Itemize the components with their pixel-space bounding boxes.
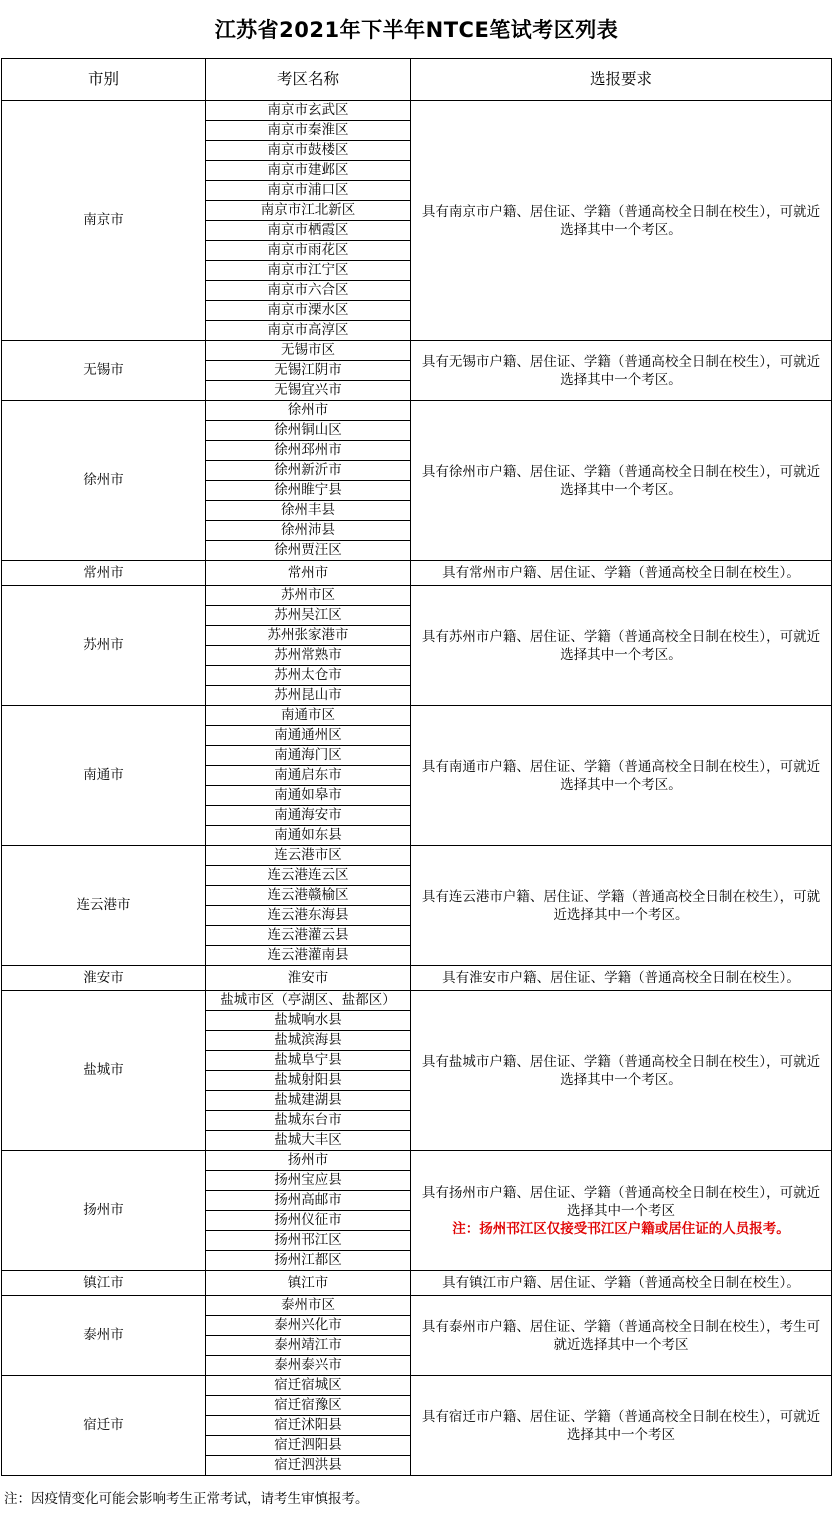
district-cell: 盐城大丰区 bbox=[206, 1131, 411, 1151]
district-cell: 苏州吴江区 bbox=[206, 606, 411, 626]
requirement-cell bbox=[411, 1376, 832, 1476]
exam-district-table bbox=[1, 58, 832, 1476]
district-cell: 淮安市 bbox=[206, 966, 411, 991]
requirement-text: 具有镇江市户籍、居住证、学籍（普通高校全日制在校生）。 bbox=[442, 1274, 800, 1291]
district-cell: 南通海门区 bbox=[206, 746, 411, 766]
district-cell: 苏州市区 bbox=[206, 586, 411, 606]
requirement-text: 具有南通市户籍、居住证、学籍（普通高校全日制在校生），可就近选择其中一个考区。 bbox=[421, 758, 821, 793]
district-cell: 宿迁泗洪县 bbox=[206, 1456, 411, 1476]
city-cell: 扬州市 bbox=[2, 1151, 206, 1271]
requirement-text: 具有连云港市户籍、居住证、学籍（普通高校全日制在校生），可就近选择其中一个考区。 bbox=[421, 888, 821, 923]
district-cell: 扬州市 bbox=[206, 1151, 411, 1171]
district-cell: 盐城市区（亭湖区、盐都区） bbox=[206, 991, 411, 1011]
requirement-text: 具有扬州市户籍、居住证、学籍（普通高校全日制在校生），可就近选择其中一个考区 bbox=[421, 1184, 821, 1219]
district-cell: 盐城阜宁县 bbox=[206, 1051, 411, 1071]
table-row bbox=[2, 1376, 832, 1396]
table-row bbox=[2, 966, 832, 991]
district-cell: 南京市溧水区 bbox=[206, 301, 411, 321]
district-cell: 南通启东市 bbox=[206, 766, 411, 786]
requirement-text: 具有盐城市户籍、居住证、学籍（普通高校全日制在校生），可就近选择其中一个考区。 bbox=[421, 1053, 821, 1088]
district-cell: 南京市玄武区 bbox=[206, 101, 411, 121]
district-cell: 徐州睢宁县 bbox=[206, 481, 411, 501]
table-row bbox=[2, 1296, 832, 1316]
table-row bbox=[2, 1151, 832, 1171]
district-cell: 南京市高淳区 bbox=[206, 321, 411, 341]
district-cell: 宿迁泗阳县 bbox=[206, 1436, 411, 1456]
district-cell: 徐州丰县 bbox=[206, 501, 411, 521]
city-cell: 泰州市 bbox=[2, 1296, 206, 1376]
district-cell: 南京市江宁区 bbox=[206, 261, 411, 281]
requirement-text: 具有常州市户籍、居住证、学籍（普通高校全日制在校生）。 bbox=[442, 564, 800, 581]
city-cell: 南京市 bbox=[2, 101, 206, 341]
district-cell: 盐城建湖县 bbox=[206, 1091, 411, 1111]
city-cell: 淮安市 bbox=[2, 966, 206, 991]
city-cell: 常州市 bbox=[2, 561, 206, 586]
district-cell: 泰州市区 bbox=[206, 1296, 411, 1316]
district-cell: 徐州邳州市 bbox=[206, 441, 411, 461]
district-cell: 连云港东海县 bbox=[206, 906, 411, 926]
city-cell: 南通市 bbox=[2, 706, 206, 846]
requirement-cell bbox=[411, 561, 832, 586]
district-cell: 连云港灌南县 bbox=[206, 946, 411, 966]
requirement-note: 注：扬州邗江区仅接受邗江区户籍或居住证的人员报考。 bbox=[452, 1220, 790, 1237]
district-cell: 泰州靖江市 bbox=[206, 1336, 411, 1356]
district-cell: 宿迁宿豫区 bbox=[206, 1396, 411, 1416]
requirement-cell bbox=[411, 1271, 832, 1296]
city-cell: 盐城市 bbox=[2, 991, 206, 1151]
district-cell: 苏州昆山市 bbox=[206, 686, 411, 706]
district-cell: 南通通州区 bbox=[206, 726, 411, 746]
table-row bbox=[2, 586, 832, 606]
district-cell: 盐城射阳县 bbox=[206, 1071, 411, 1091]
district-cell: 南京市六合区 bbox=[206, 281, 411, 301]
district-cell: 扬州高邮市 bbox=[206, 1191, 411, 1211]
requirement-text: 具有南京市户籍、居住证、学籍（普通高校全日制在校生），可就近选择其中一个考区。 bbox=[421, 203, 821, 238]
requirement-cell bbox=[411, 101, 832, 341]
requirement-text: 具有苏州市户籍、居住证、学籍（普通高校全日制在校生），可就近选择其中一个考区。 bbox=[421, 628, 821, 663]
district-cell: 泰州兴化市 bbox=[206, 1316, 411, 1336]
district-cell: 徐州市 bbox=[206, 401, 411, 421]
district-cell: 常州市 bbox=[206, 561, 411, 586]
district-cell: 南京市鼓楼区 bbox=[206, 141, 411, 161]
requirement-cell bbox=[411, 706, 832, 846]
table-row bbox=[2, 101, 832, 121]
table-row bbox=[2, 846, 832, 866]
requirement-cell bbox=[411, 1151, 832, 1271]
requirement-cell bbox=[411, 401, 832, 561]
district-cell: 扬州仪征市 bbox=[206, 1211, 411, 1231]
footnote: 注：因疫情变化可能会影响考生正常考试，请考生审慎报考。 bbox=[4, 1491, 369, 1507]
district-cell: 南京市秦淮区 bbox=[206, 121, 411, 141]
district-cell: 连云港连云区 bbox=[206, 866, 411, 886]
district-cell: 无锡宜兴市 bbox=[206, 381, 411, 401]
requirement-cell bbox=[411, 586, 832, 706]
requirement-cell bbox=[411, 846, 832, 966]
district-cell: 南京市江北新区 bbox=[206, 201, 411, 221]
district-cell: 无锡市区 bbox=[206, 341, 411, 361]
district-cell: 连云港市区 bbox=[206, 846, 411, 866]
city-cell: 宿迁市 bbox=[2, 1376, 206, 1476]
district-cell: 苏州常熟市 bbox=[206, 646, 411, 666]
district-cell: 宿迁沭阳县 bbox=[206, 1416, 411, 1436]
district-cell: 连云港灌云县 bbox=[206, 926, 411, 946]
city-cell: 连云港市 bbox=[2, 846, 206, 966]
district-cell: 徐州新沂市 bbox=[206, 461, 411, 481]
header-city: 市别 bbox=[2, 59, 206, 101]
district-cell: 徐州铜山区 bbox=[206, 421, 411, 441]
city-cell: 徐州市 bbox=[2, 401, 206, 561]
table-row bbox=[2, 991, 832, 1011]
requirement-text: 具有淮安市户籍、居住证、学籍（普通高校全日制在校生）。 bbox=[442, 969, 800, 986]
district-cell: 南通如东县 bbox=[206, 826, 411, 846]
district-cell: 泰州泰兴市 bbox=[206, 1356, 411, 1376]
table-header-row bbox=[2, 59, 832, 101]
district-cell: 南京市浦口区 bbox=[206, 181, 411, 201]
table-row bbox=[2, 706, 832, 726]
district-cell: 徐州沛县 bbox=[206, 521, 411, 541]
district-cell: 镇江市 bbox=[206, 1271, 411, 1296]
district-cell: 南通如皋市 bbox=[206, 786, 411, 806]
district-cell: 盐城滨海县 bbox=[206, 1031, 411, 1051]
district-cell: 南京市建邺区 bbox=[206, 161, 411, 181]
district-cell: 扬州宝应县 bbox=[206, 1171, 411, 1191]
district-cell: 盐城响水县 bbox=[206, 1011, 411, 1031]
table-row bbox=[2, 1271, 832, 1296]
district-cell: 南京市栖霞区 bbox=[206, 221, 411, 241]
page-title: 江苏省2021年下半年NTCE笔试考区列表 bbox=[214, 18, 619, 42]
district-cell: 扬州江都区 bbox=[206, 1251, 411, 1271]
district-cell: 盐城东台市 bbox=[206, 1111, 411, 1131]
city-cell: 无锡市 bbox=[2, 341, 206, 401]
header-district: 考区名称 bbox=[206, 59, 411, 101]
city-cell: 镇江市 bbox=[2, 1271, 206, 1296]
requirement-text: 具有无锡市户籍、居住证、学籍（普通高校全日制在校生），可就近选择其中一个考区。 bbox=[421, 353, 821, 388]
district-cell: 徐州贾汪区 bbox=[206, 541, 411, 561]
district-cell: 南京市雨花区 bbox=[206, 241, 411, 261]
table-row bbox=[2, 561, 832, 586]
city-cell: 苏州市 bbox=[2, 586, 206, 706]
district-cell: 连云港赣榆区 bbox=[206, 886, 411, 906]
requirement-text: 具有泰州市户籍、居住证、学籍（普通高校全日制在校生），考生可就近选择其中一个考区 bbox=[421, 1318, 821, 1353]
requirement-text: 具有徐州市户籍、居住证、学籍（普通高校全日制在校生），可就近选择其中一个考区。 bbox=[421, 463, 821, 498]
requirement-cell bbox=[411, 966, 832, 991]
district-cell: 南通市区 bbox=[206, 706, 411, 726]
district-cell: 苏州张家港市 bbox=[206, 626, 411, 646]
district-cell: 苏州太仓市 bbox=[206, 666, 411, 686]
district-cell: 宿迁宿城区 bbox=[206, 1376, 411, 1396]
requirement-cell bbox=[411, 991, 832, 1151]
district-cell: 南通海安市 bbox=[206, 806, 411, 826]
header-requirement: 选报要求 bbox=[411, 59, 832, 101]
table-row bbox=[2, 401, 832, 421]
requirement-cell bbox=[411, 341, 832, 401]
requirement-text: 具有宿迁市户籍、居住证、学籍（普通高校全日制在校生），可就近选择其中一个考区 bbox=[421, 1408, 821, 1443]
district-cell: 无锡江阴市 bbox=[206, 361, 411, 381]
requirement-cell bbox=[411, 1296, 832, 1376]
table-row bbox=[2, 341, 832, 361]
district-cell: 扬州邗江区 bbox=[206, 1231, 411, 1251]
